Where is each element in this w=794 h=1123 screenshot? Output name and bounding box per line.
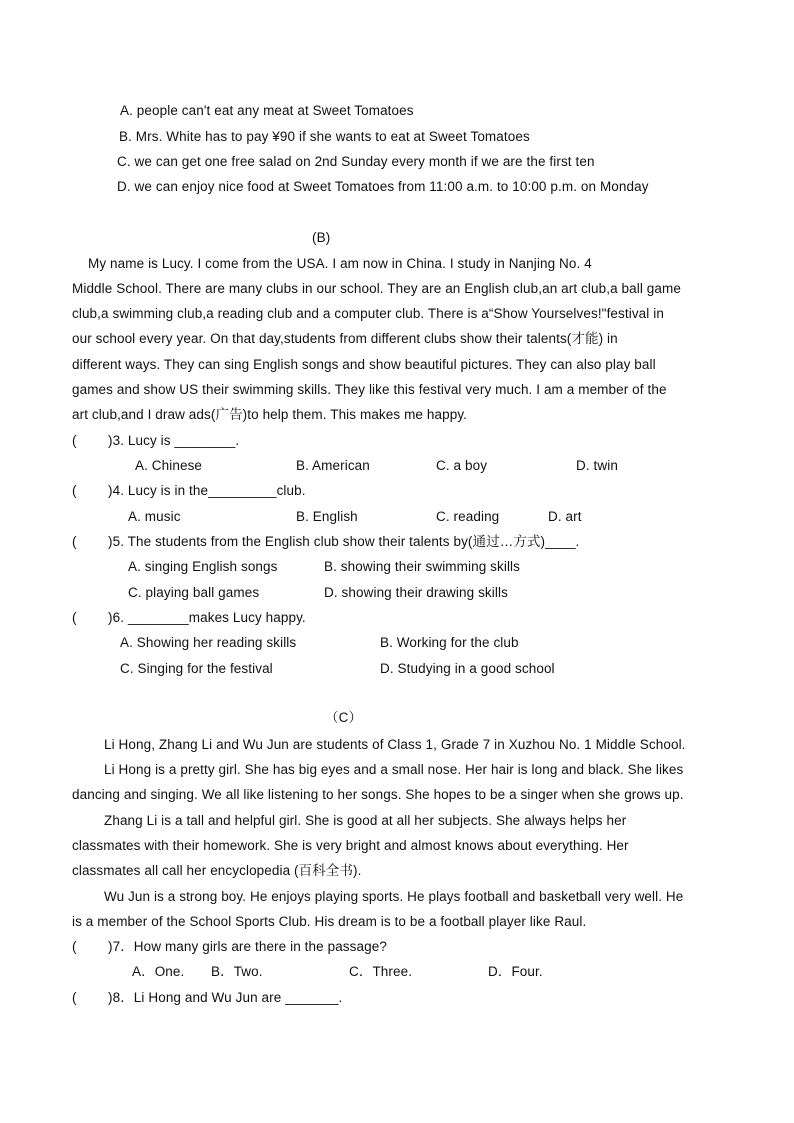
- passage-c-line: Li Hong, Zhang Li and Wu Jun are students of Class 1, Grade 7 in Xuzhou No. 1 Middle School.: [104, 737, 686, 752]
- passage-b-line: Middle School. There are many clubs in our school. They are an English club,an art club,a ball game: [72, 281, 681, 296]
- q6-option-b: B. Working for the club: [380, 635, 519, 650]
- q7-option-c: C．Three.: [349, 964, 413, 979]
- q6-option-a: A. Showing her reading skills: [120, 635, 297, 650]
- q6-option-c: C. Singing for the festival: [120, 661, 273, 676]
- passage-b-line: different ways. They can sing English songs and show beautiful pictures. They can also play ball: [72, 357, 656, 372]
- passage-c-line: dancing and singing. We all like listening to her songs. She hopes to be a singer when she grows up.: [72, 787, 684, 802]
- passage-b-line: games and show US their swimming skills. They like this festival very much. I am a member of the: [72, 382, 667, 397]
- q4-option-c: C. reading: [436, 509, 500, 524]
- answer-paren: (: [72, 939, 77, 954]
- q3-option-d: D. twin: [576, 458, 618, 473]
- passage-c-line: Zhang Li is a tall and helpful girl. She is good at all her subjects. She always helps her: [104, 813, 627, 828]
- question-3-stem: )3. Lucy is ________.: [108, 433, 240, 448]
- section-b-heading: (B): [312, 230, 331, 245]
- q5-option-a: A. singing English songs: [128, 559, 278, 574]
- answer-paren: (: [72, 483, 77, 498]
- q2-option-a: A. people can't eat any meat at Sweet Tomatoes: [120, 103, 414, 118]
- question-7-stem: )7．How many girls are there in the passage?: [108, 939, 387, 954]
- q7-option-b: B．Two.: [211, 964, 263, 979]
- passage-b-line: art club,and I draw ads(广告)to help them. This makes me happy.: [72, 407, 468, 422]
- answer-paren: (: [72, 534, 77, 549]
- q4-option-a: A. music: [128, 509, 181, 524]
- q2-option-b: B. Mrs. White has to pay ¥90 if she wants to eat at Sweet Tomatoes: [119, 129, 530, 144]
- question-5-stem: )5. The students from the English club show their talents by(通过…方式)____.: [108, 534, 580, 549]
- passage-c-line: Li Hong is a pretty girl. She has big eyes and a small nose. Her hair is long and black. She likes: [104, 762, 684, 777]
- answer-paren: (: [72, 610, 77, 625]
- question-8-stem: )8．Li Hong and Wu Jun are _______.: [108, 990, 343, 1005]
- section-c-heading: （C）: [325, 710, 363, 725]
- answer-paren: (: [72, 990, 77, 1005]
- answer-paren: (: [72, 433, 77, 448]
- passage-b-line: club,a swimming club,a reading club and a computer club. There is a“Show Yourselves!"festival in: [72, 306, 664, 321]
- q3-option-a: A. Chinese: [135, 458, 203, 473]
- q4-option-b: B. English: [296, 509, 358, 524]
- q4-option-d: D. art: [548, 509, 582, 524]
- passage-c-line: is a member of the School Sports Club. His dream is to be a football player like Raul.: [72, 914, 587, 929]
- q7-option-d: D．Four.: [488, 964, 543, 979]
- q3-option-c: C. a boy: [436, 458, 488, 473]
- q5-option-b: B. showing their swimming skills: [324, 559, 521, 574]
- passage-c-line: classmates all call her encyclopedia (百科全书).: [72, 863, 362, 878]
- passage-c-line: Wu Jun is a strong boy. He enjoys playing sports. He plays football and basketball very well. He: [104, 889, 684, 904]
- passage-c-line: classmates with their homework. She is very bright and almost knows about everything. Her: [72, 838, 629, 853]
- question-6-stem: )6. ________makes Lucy happy.: [108, 610, 306, 625]
- passage-b-line: our school every year. On that day,students from different clubs show their talents(才能) in: [72, 331, 618, 346]
- q5-option-d: D. showing their drawing skills: [324, 585, 508, 600]
- q5-option-c: C. playing ball games: [128, 585, 260, 600]
- passage-b-line: My name is Lucy. I come from the USA. I am now in China. I study in Nanjing No. 4: [88, 256, 592, 271]
- q7-option-a: A．One.: [132, 964, 185, 979]
- question-4-stem: )4. Lucy is in the_________club.: [108, 483, 306, 498]
- q2-option-d: D. we can enjoy nice food at Sweet Tomatoes from 11:00 a.m. to 10:00 p.m. on Monday: [117, 179, 649, 194]
- q6-option-d: D. Studying in a good school: [380, 661, 555, 676]
- q3-option-b: B. American: [296, 458, 370, 473]
- q2-option-c: C. we can get one free salad on 2nd Sunday every month if we are the first ten: [117, 154, 595, 169]
